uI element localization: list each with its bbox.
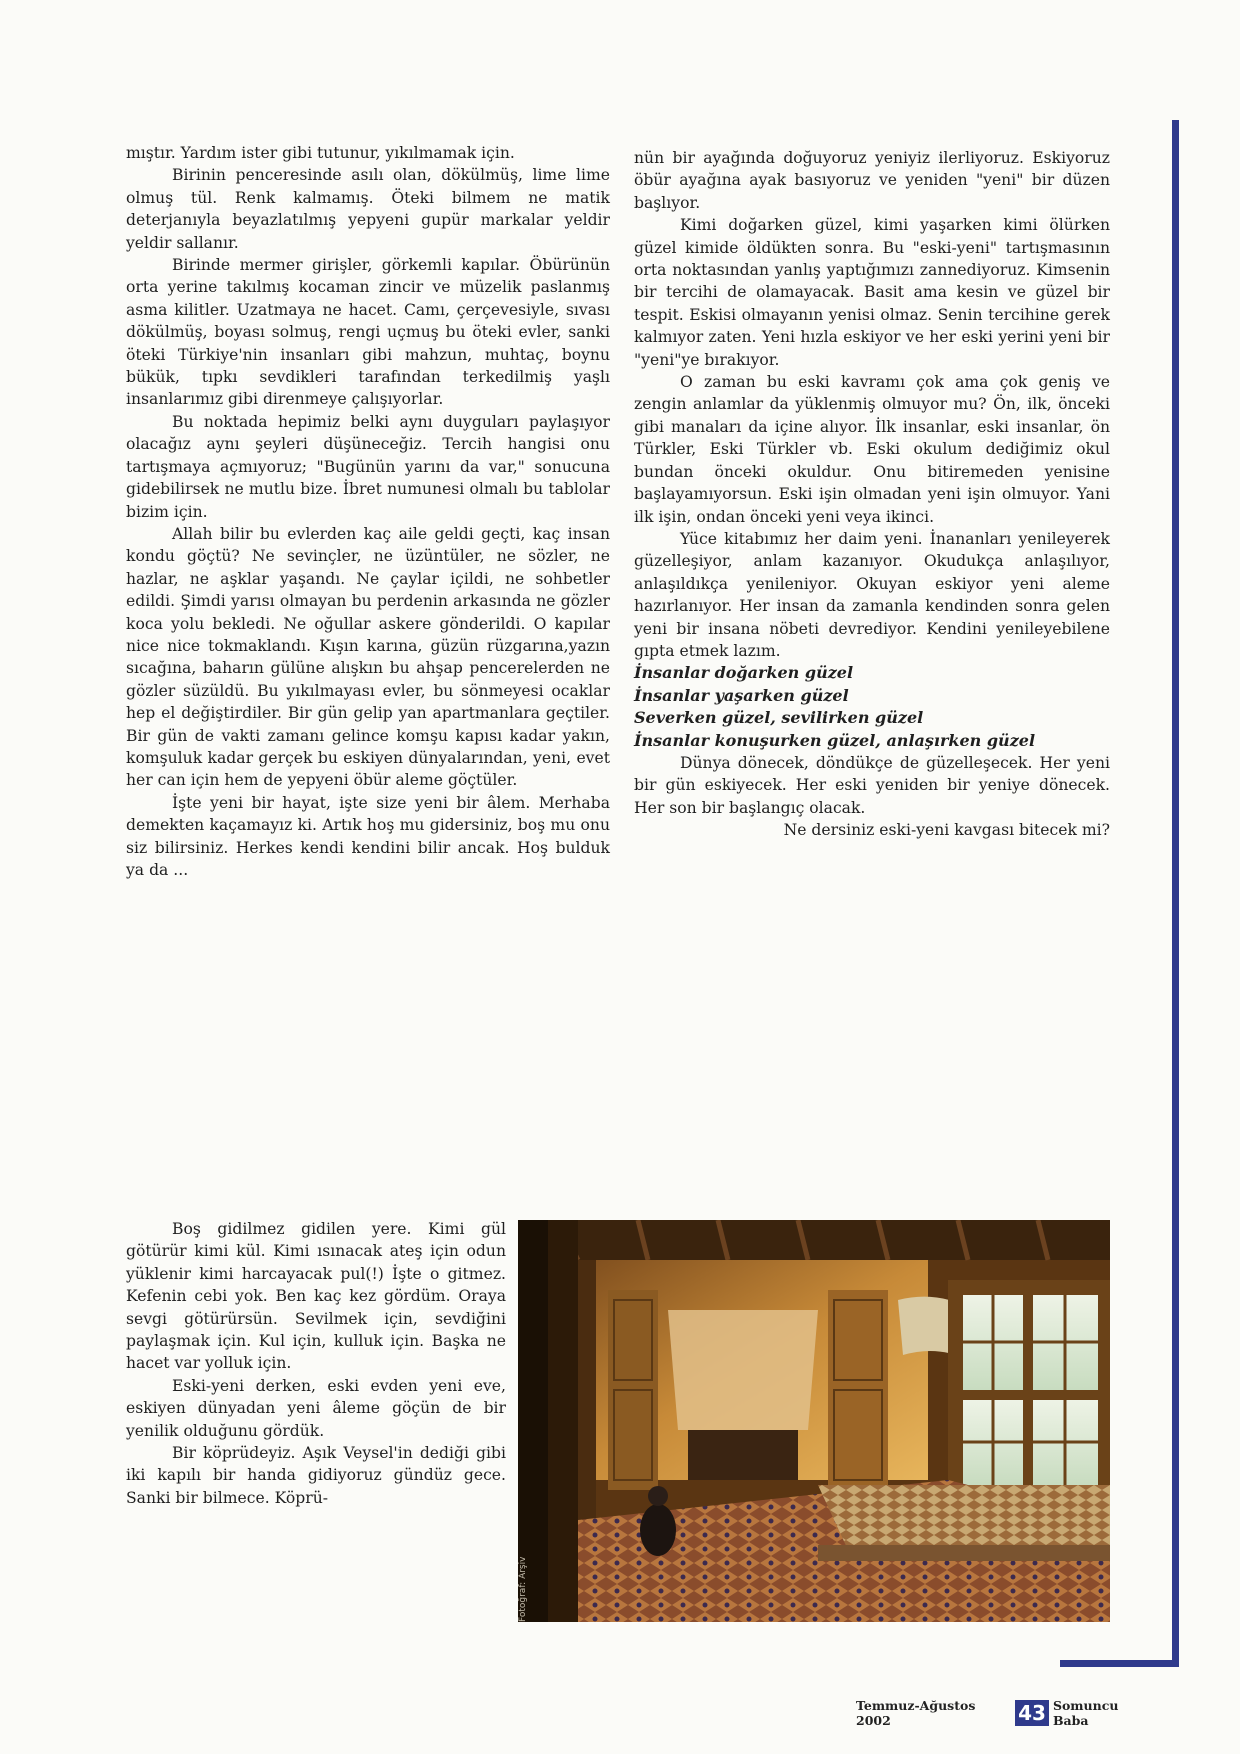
- footer-issue: Temmuz-Ağustos 2002: [856, 1698, 976, 1728]
- poem-block: [634, 662, 1110, 752]
- left-column: [126, 142, 610, 881]
- left-paragraph-2: Birinin penceresinde asılı olan, dökülmüş, lime lime olmuş tül. Renk kalmamış. Öteki bilmem ne matik deterjanıyla beyazlatılmış yepyeni gupür markalar yeldir yeldir sallanır.: [126, 166, 610, 252]
- poem-line-3: Severken güzel, sevilirken güzel: [634, 708, 924, 728]
- right-paragraph-1: nün bir ayağında doğuyoruz yeniyiz ilerliyoruz. Eskiyoruz öbür ayağına ayak basıyoruz ve yeniden "yeni" bir düzen başlıyor.: [634, 149, 1110, 212]
- accent-bar-horizontal: [1060, 1660, 1179, 1667]
- left-under-paragraph-2: Eski-yeni derken, eski evden yeni eve, eskiyen dünyadan yeni âleme göçün de bir yenilik olduğunu gördük.: [126, 1376, 506, 1440]
- interior-photo: [518, 1220, 1110, 1622]
- left-paragraph-3: Birinde mermer girişler, görkemli kapılar. Öbürünün orta yerine takılmış kocaman zincir ve müzelik paslanmış asma kilitler. Uzatmaya ne hacet. Camı, çerçevesiyle, sıvası dökülmüş, boyası solmuş, rengi uçmuş bu öteki evler, sanki öteki Türkiye'nin insanları gibi mahzun, muhtaç, boynu bükük, tıpkı sevdikleri tarafından terkedilmiş yaşlı insanlarımız gibi direnmeye çalışıyorlar.: [126, 256, 610, 409]
- right-paragraph-4: Yüce kitabımız her daim yeni. İnananları yenileyerek güzelleşiyor, anlam kazanıyor. Okudukça anlaşılıyor, anlaşıldıkça yenileniyor. Okuyan eskiyor yeni aleme hazırlanıyor. Her insan da zamanla kendinden sonra gelen yeni bir insana nöbeti devrediyor. Kendini yenileyebilene gıpta etmek lazım.: [634, 529, 1110, 660]
- right-paragraph-3: O zaman bu eski kavramı çok ama çok geniş ve zengin anlamlar da yüklenmiş olmuyor mu? Ön, ilk, önceki gibi manaları da içine alıyor. İlk insanlar, eski insanlar, ön Türkler, Eski Türkler vb. Eski okulum dediğimiz okul bundan önceki okuldur. Onu bitiremeden yenisine başlayamıyorsun. Eski işin olmadan yeni işin olmuyor. Yani ilk işin, ondan önceki yeni veya ikinci.: [634, 373, 1110, 526]
- right-column: [634, 147, 1110, 842]
- closing-question: Ne dersiniz eski-yeni kavgası bitecek mi?: [783, 821, 1110, 840]
- photo-credit: Fotoğraf: Arşiv: [518, 1556, 528, 1622]
- left-under-paragraph-3: Bir köprüdeyiz. Aşık Veysel'in dediği gibi iki kapılı bir handa gidiyoruz gündüz gece. Sanki bir bilmece. Köprü-: [126, 1444, 506, 1507]
- left-paragraph-6: İşte yeni bir hayat, işte size yeni bir âlem. Merhaba demekten kaçamayız ki. Artık hoş mu gidersiniz, boş mu onu siz bilirsiniz. Herkes kendi kendini bilir ancak. Hoş bulduk ya da ...: [126, 793, 610, 879]
- poem-line-1: İnsanlar doğarken güzel: [634, 663, 854, 683]
- room-illustration: [518, 1220, 1110, 1622]
- left-paragraph-1: mıştır. Yardım ister gibi tutunur, yıkılmamak için.: [126, 144, 515, 162]
- left-paragraph-4: Bu noktada hepimiz belki aynı duyguları paylaşıyor olacağız aynı şeyleri düşüneceğiz. Tercih hangisi onu tartışmaya açmıyoruz; "Bugünün yarını da var," sonucuna gidebilirsek ne mutlu bize. İbret numunesi olmalı bu tablolar bizim için.: [126, 412, 610, 521]
- closing-paragraph: Dünya dönecek, döndükçe de güzelleşecek. Her yeni bir gün eskiyecek. Her eski yeniden bir yeniye dönecek. Her son bir başlangıç olacak.: [634, 753, 1110, 817]
- right-paragraph-2: Kimi doğarken güzel, kimi yaşarken kimi ölürken güzel kimide öldükten sonra. Bu "eski-yeni" tartışmasının orta noktasından yanlış yaptığımızı zannediyoruz. Kimsenin bir tercihi de olamayacak. Basit ama kesin ve güzel bir tespit. Eskisi olmayanın yenisi olmaz. Senin tercihine gerek kalmıyor zaten. Yeni hızla eskiyor ve her eski yerini yeni bir "yeni"ye bırakıyor.: [634, 216, 1110, 369]
- magazine-name: Somuncu Baba: [1052, 1698, 1119, 1728]
- left-under-paragraph-1: Boş gidilmez gidilen yere. Kimi gül götürür kimi kül. Kimi ısınacak ateş için odun yüklenir kimi harcayacak pul(!) İşte o gitmez. Kefenin cebi yok. Ben kaç kez gördüm. Oraya sevgi götürürsün. Sevilmek için, sevdiğini paylaşmak için. Kul için, kulluk için. Başka ne hacet var yolluk için.: [126, 1220, 506, 1373]
- left-paragraph-5: Allah bilir bu evlerden kaç aile geldi geçti, kaç insan kondu göçtü? Ne sevinçler, ne üzüntüler, ne sözler, ne hazlar, ne aşklar yaşandı. Ne çaylar içildi, ne sohbetler edildi. Şimdi yarısı olmayan bu perdenin arkasında ne gözler koca yolu bekledi. Ne oğullar askere gönderildi. O kapılar nice nice tokmaklandı. Kışın karına, güzün rüzgarına,yazın sıcağına, baharın gülüne alışkın bu ahşap pencerelerden ne gözler süzüldü. Bu yıkılmayası evler, bu sönmeyesi ocaklar hep el değiştirdiler. Bir gün gelip yan apartmanlara geçtiler. Bir gün de vakti zamanı gelince komşu kapısı kadar yakın, komşuluk kadar gerçek bu eskiyen dünyalarından, yeni, evet her can için hem de yepyeni öbür aleme göçtüler.: [126, 524, 610, 790]
- page-footer: [856, 1697, 1156, 1729]
- page-number: 43: [1015, 1700, 1049, 1726]
- poem-line-2: İnsanlar yaşarken güzel: [634, 685, 849, 705]
- left-column-under-photo: [126, 1218, 506, 1509]
- accent-bar-vertical: [1172, 120, 1179, 1667]
- poem-line-4: İnsanlar konuşurken güzel, anlaşırken güzel: [634, 730, 1036, 750]
